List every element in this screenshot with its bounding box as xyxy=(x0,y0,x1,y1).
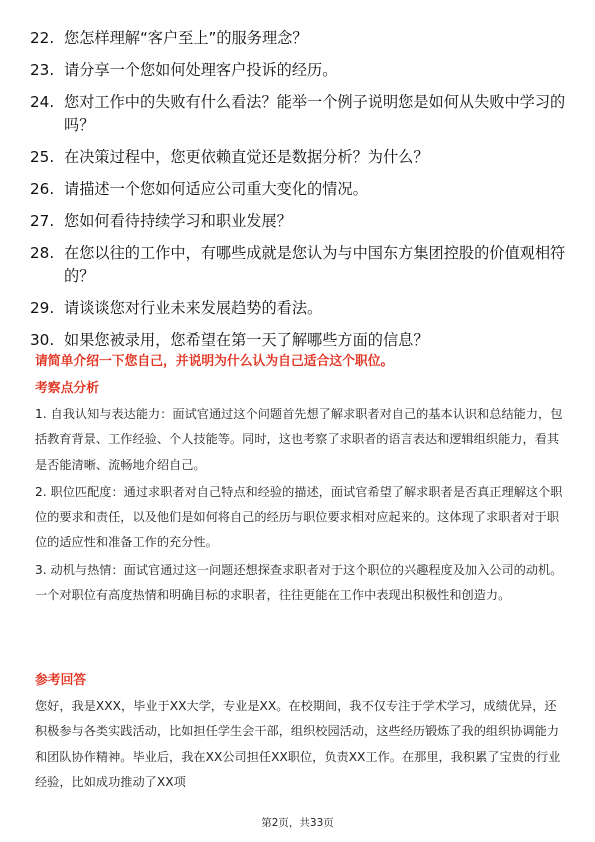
answer-section xyxy=(35,671,563,795)
question-number: 29. xyxy=(30,299,55,317)
question-number: 23. xyxy=(30,61,55,79)
page-footer: 第2页，共33页 xyxy=(261,817,334,829)
question-text: 请谈谈您对行业未来发展趋势的看法。 xyxy=(64,299,323,317)
question-item xyxy=(30,329,570,352)
question-text: 请分享一个您如何处理客户投诉的经历。 xyxy=(64,61,338,79)
analysis-point: 2. 职位匹配度：通过求职者对自己特点和经验的描述，面试官希望了解求职者是否真正理解这个职位的要求和责任，以及他们是如何将自己的经历与职位要求相对应起来的。这体现了求职者对于职位的适应性和准备工作的充分性。 xyxy=(35,484,563,550)
answer-heading: 参考回答 xyxy=(35,673,87,688)
question-number: 30. xyxy=(30,331,55,349)
question-title: 请简单介绍一下您自己，并说明为什么认为自己适合这个职位。 xyxy=(35,354,394,369)
question-item xyxy=(30,210,570,233)
analysis-point: 1. 自我认知与表达能力：面试官通过这个问题首先想了解求职者对自己的基本认识和总结能力，包括教育背景、工作经验、个人技能等。同时，这也考察了求职者的语言表达和逻辑组织能力，看其是否能清晰、流畅地介绍自己。 xyxy=(35,407,563,472)
question-text: 如果您被录用，您希望在第一天了解哪些方面的信息？ xyxy=(64,331,429,349)
analysis-section xyxy=(35,379,563,608)
question-number: 27. xyxy=(30,212,55,230)
question-text: 您怎样理解“客户至上”的服务理念？ xyxy=(64,29,308,47)
question-number: 28. xyxy=(30,244,55,262)
question-text: 在您以往的工作中，有哪些成就是您认为与中国东方集团控股的价值观相符的？ xyxy=(64,244,566,285)
question-text: 您如何看待持续学习和职业发展？ xyxy=(64,212,292,230)
question-number: 22. xyxy=(30,29,55,47)
question-item xyxy=(30,91,570,137)
question-number: 25. xyxy=(30,148,55,166)
question-item xyxy=(30,27,570,50)
question-item xyxy=(30,178,570,201)
question-item xyxy=(30,297,570,320)
question-list xyxy=(30,27,570,361)
question-title-section xyxy=(35,352,563,372)
question-item xyxy=(30,242,570,288)
question-number: 24. xyxy=(30,93,55,111)
question-item xyxy=(30,146,570,169)
question-item xyxy=(30,59,570,82)
question-number: 26. xyxy=(30,180,55,198)
question-text: 在决策过程中，您更依赖直觉还是数据分析？为什么？ xyxy=(64,148,429,166)
question-text: 您对工作中的失败有什么看法？能举一个例子说明您是如何从失败中学习的吗？ xyxy=(64,93,566,134)
analysis-point: 3. 动机与热情：面试官通过这一问题还想探查求职者对于这个职位的兴趣程度及加入公司的动机。一个对职位有高度热情和明确目标的求职者，往往更能在工作中表现出积极性和创造力。 xyxy=(35,562,563,603)
answer-text: 您好，我是XXX，毕业于XX大学，专业是XX。在校期间，我不仅专注于学术学习，成绩优异，还积极参与各类实践活动，比如担任学生会干部，组织校园活动，这些经历锻炼了我的组织协调能力和团队协作精神。毕业后，我在XX公司担任XX职位，负责XX工作。在那里，我积累了宝贵的行业经验，比如成功推动了XX项 xyxy=(35,699,561,789)
question-text: 请描述一个您如何适应公司重大变化的情况。 xyxy=(64,180,368,198)
analysis-heading: 考察点分析 xyxy=(35,381,99,396)
